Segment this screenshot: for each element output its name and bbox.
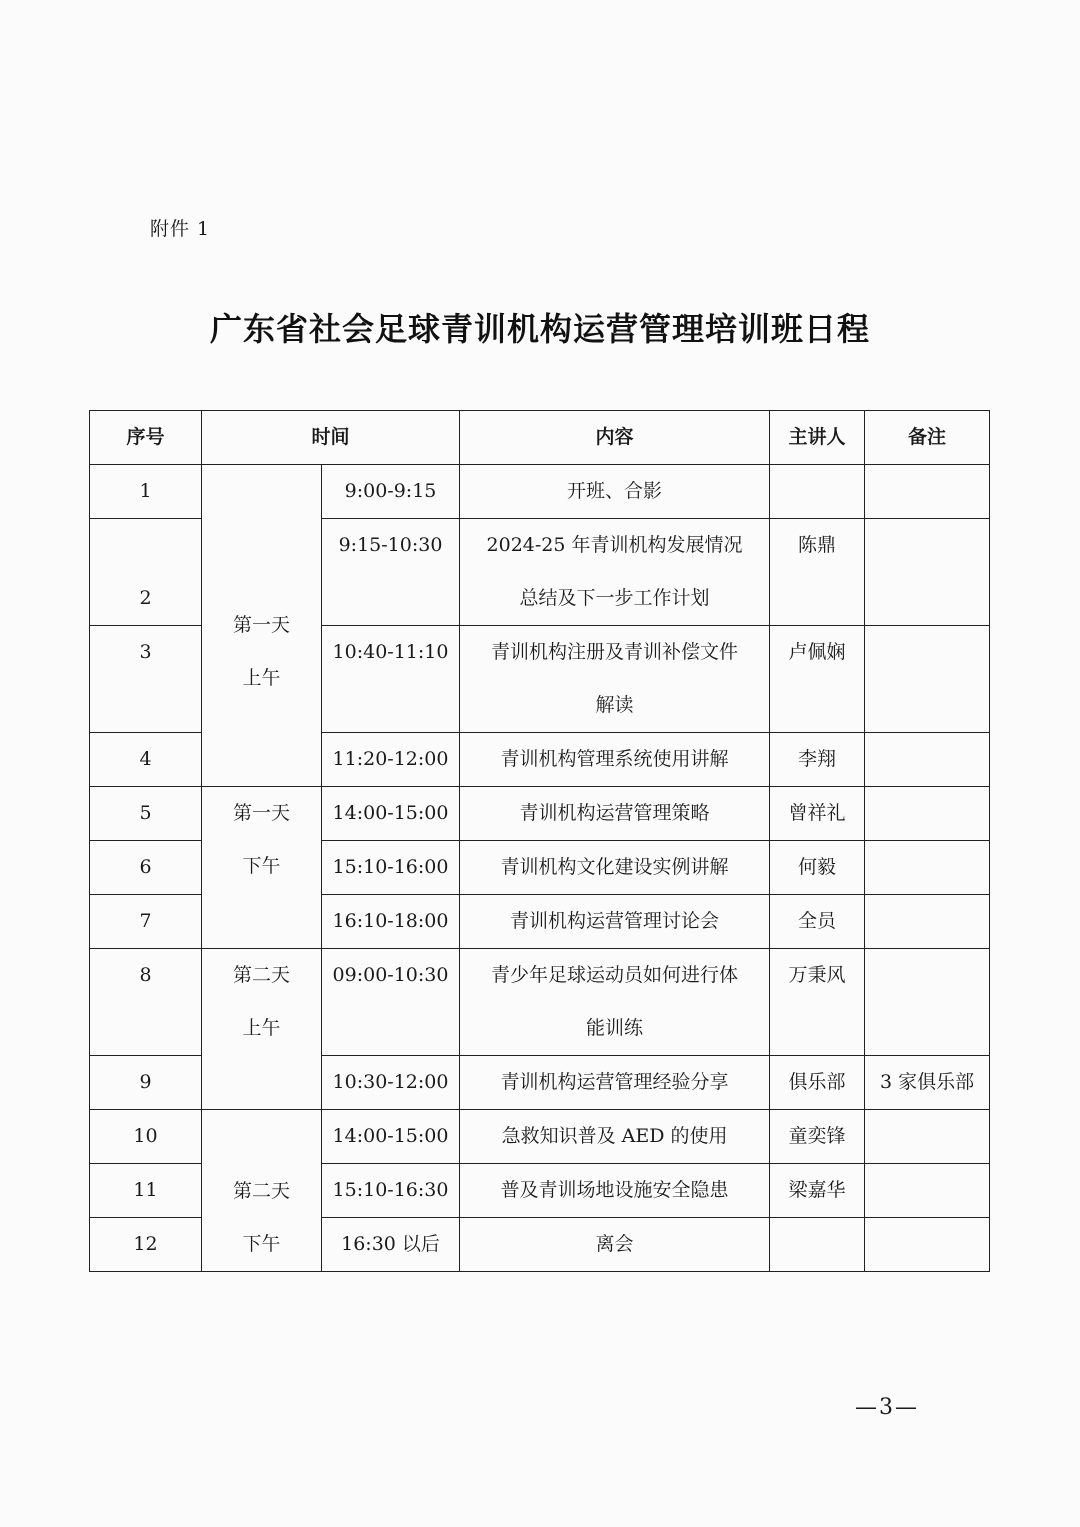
row-time: 16:10-18:00 [322, 895, 460, 949]
row-speaker: 陈鼎 [770, 519, 865, 626]
row-speaker [770, 465, 865, 519]
row-time: 10:40-11:10 [322, 626, 460, 733]
attachment-label: 附件 1 [150, 218, 211, 240]
row-seq: 2 [90, 519, 202, 626]
row-remark [865, 1110, 990, 1164]
session-day1-afternoon [202, 787, 322, 949]
table-row [90, 465, 990, 519]
row-speaker [770, 1218, 865, 1272]
row-speaker: 梁嘉华 [770, 1164, 865, 1218]
session-period-label: 上午 [242, 1017, 281, 1039]
row-time: 10:30-12:00 [322, 1056, 460, 1110]
row-time: 15:10-16:00 [322, 841, 460, 895]
row-content-line2: 解读 [460, 679, 770, 733]
row-seq: 3 [90, 626, 202, 733]
row-time: 11:20-12:00 [322, 733, 460, 787]
row-seq: 12 [90, 1218, 202, 1272]
row-content-line1: 2024-25 年青训机构发展情况 [460, 519, 770, 573]
row-seq: 4 [90, 733, 202, 787]
header-speaker: 主讲人 [770, 411, 865, 465]
session-day-label: 第一天 [232, 614, 290, 636]
row-remark [865, 895, 990, 949]
row-speaker: 何毅 [770, 841, 865, 895]
row-content: 青训机构文化建设实例讲解 [460, 841, 770, 895]
row-remark [865, 841, 990, 895]
row-time: 14:00-15:00 [322, 1110, 460, 1164]
header-remark: 备注 [865, 411, 990, 465]
row-seq: 7 [90, 895, 202, 949]
row-remark [865, 465, 990, 519]
session-day1-morning [202, 465, 322, 787]
session-period-label: 下午 [242, 855, 281, 877]
document-title: 广东省社会足球青训机构运营管理培训班日程 [209, 310, 870, 348]
row-time: 9:15-10:30 [322, 519, 460, 626]
row-time: 9:00-9:15 [322, 465, 460, 519]
row-content: 青训机构管理系统使用讲解 [460, 733, 770, 787]
row-remark: 3 家俱乐部 [865, 1056, 990, 1110]
header-seq: 序号 [90, 411, 202, 465]
row-remark [865, 1164, 990, 1218]
table-row [90, 1110, 990, 1164]
row-content: 离会 [460, 1218, 770, 1272]
session-day2-morning [202, 949, 322, 1110]
table-row [90, 949, 990, 1003]
row-seq: 11 [90, 1164, 202, 1218]
row-seq: 6 [90, 841, 202, 895]
row-speaker: 李翔 [770, 733, 865, 787]
table-row [90, 787, 990, 841]
row-seq: 10 [90, 1110, 202, 1164]
row-speaker: 俱乐部 [770, 1056, 865, 1110]
row-speaker: 童奕锋 [770, 1110, 865, 1164]
row-seq: 1 [90, 465, 202, 519]
row-speaker: 卢佩娴 [770, 626, 865, 733]
session-day-label: 第一天 [232, 802, 290, 824]
row-content: 青训机构运营管理经验分享 [460, 1056, 770, 1110]
session-period-label: 下午 [242, 1233, 281, 1255]
row-remark [865, 1218, 990, 1272]
row-content-line1: 青少年足球运动员如何进行体 [460, 949, 770, 1003]
row-seq: 9 [90, 1056, 202, 1110]
row-speaker: 万秉风 [770, 949, 865, 1056]
row-time: 16:30 以后 [322, 1218, 460, 1272]
row-speaker: 全员 [770, 895, 865, 949]
row-content: 开班、合影 [460, 465, 770, 519]
table-header-row [90, 411, 990, 465]
session-day-label: 第二天 [232, 964, 290, 986]
session-day2-afternoon [202, 1110, 322, 1272]
page-number: —3— [855, 1395, 919, 1420]
schedule-table [89, 410, 990, 1272]
row-seq: 5 [90, 787, 202, 841]
session-period-label: 上午 [242, 667, 281, 689]
row-remark [865, 733, 990, 787]
row-seq: 8 [90, 949, 202, 1056]
row-content: 青训机构运营管理策略 [460, 787, 770, 841]
row-content: 青训机构运营管理讨论会 [460, 895, 770, 949]
row-content-line2: 总结及下一步工作计划 [460, 572, 770, 626]
row-remark [865, 787, 990, 841]
row-remark [865, 519, 990, 626]
row-content: 普及青训场地设施安全隐患 [460, 1164, 770, 1218]
header-time: 时间 [202, 411, 460, 465]
session-day-label: 第二天 [232, 1180, 290, 1202]
row-content-line1: 青训机构注册及青训补偿文件 [460, 626, 770, 680]
header-content: 内容 [460, 411, 770, 465]
row-remark [865, 949, 990, 1056]
row-time: 09:00-10:30 [322, 949, 460, 1056]
row-remark [865, 626, 990, 733]
row-time: 14:00-15:00 [322, 787, 460, 841]
row-time: 15:10-16:30 [322, 1164, 460, 1218]
row-speaker: 曾祥礼 [770, 787, 865, 841]
row-content-line2: 能训练 [460, 1002, 770, 1056]
row-content: 急救知识普及 AED 的使用 [460, 1110, 770, 1164]
